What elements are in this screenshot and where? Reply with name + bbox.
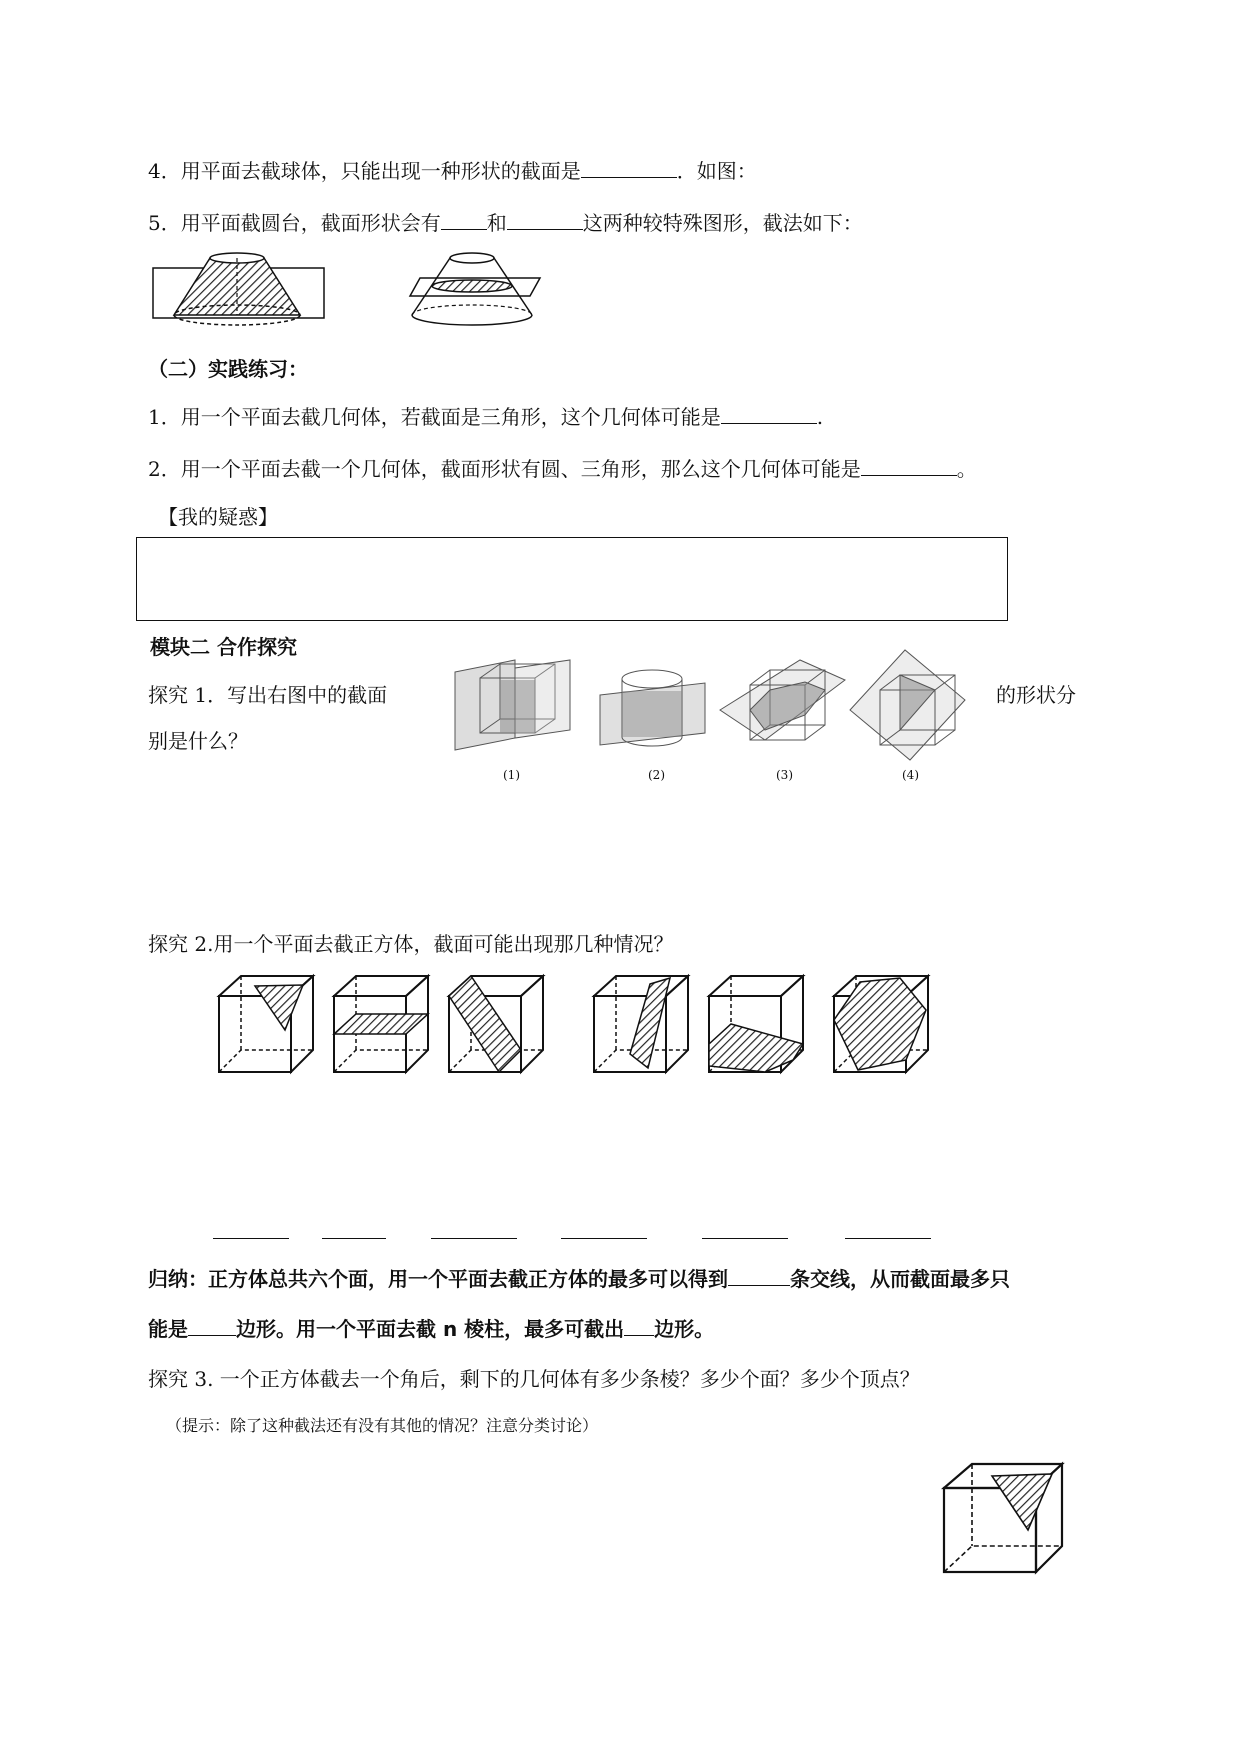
explore-1-text-right: 的形状分 (996, 683, 1076, 707)
figure-caption: (1) (503, 768, 520, 782)
answer-blank[interactable] (581, 157, 677, 178)
cube-square-section (334, 976, 428, 1072)
cube-sections-figure (215, 970, 955, 1080)
cube-answer-line[interactable] (322, 1238, 386, 1239)
cube-pentagon-section (709, 976, 803, 1072)
cube-hexagon-section (834, 976, 928, 1072)
cube-rectangle-section (449, 976, 543, 1072)
answer-blank[interactable] (721, 403, 817, 424)
question-5: 5．用平面截圆台，截面形状会有 和 这两种较特殊图形，截法如下： (148, 211, 863, 235)
module-two-heading: 模块二 合作探究 (150, 635, 297, 659)
summary-line-2: 能是 边形。用一个平面去截 n 棱柱，最多可截出 边形。 (148, 1317, 715, 1341)
answer-blank[interactable] (507, 209, 583, 230)
doubts-label: 【我的疑惑】 (158, 505, 278, 529)
figure-caption: (3) (776, 768, 793, 782)
cube-answer-line[interactable] (213, 1238, 289, 1239)
section-figure-1 (455, 660, 575, 760)
cube-answer-line[interactable] (561, 1238, 647, 1239)
summary-line-1: 归纳：正方体总共六个面，用一个平面去截正方体的最多可以得到 条交线，从而截面最多只 (148, 1267, 1010, 1291)
figure-caption: (4) (902, 768, 919, 782)
explore-1-text: 探究 1．写出右图中的截面 (148, 683, 388, 707)
cube-answer-line[interactable] (845, 1238, 931, 1239)
practice-heading: （二）实践练习： (148, 357, 308, 381)
question-4: 4．用平面去截球体，只能出现一种形状的截面是 ．如图： (148, 159, 757, 183)
answer-blank[interactable] (188, 1315, 236, 1336)
explore-2-text: 探究 2.用一个平面去截正方体，截面可能出现那几种情况？ (148, 932, 674, 956)
practice-question-1: 1．用一个平面去截几何体，若截面是三角形，这个几何体可能是 . (148, 405, 824, 429)
section-figure-4 (850, 650, 970, 760)
cube-corner-cut-figure (940, 1460, 1070, 1580)
section-figure-3 (720, 660, 850, 760)
figure-caption: (2) (648, 768, 665, 782)
doubts-box[interactable] (136, 537, 1008, 621)
explore-3-hint: （提示：除了这种截法还有没有其他的情况？注意分类讨论） (166, 1416, 599, 1435)
explore-1-text-line2: 别是什么？ (148, 729, 248, 753)
cube-answer-line[interactable] (431, 1238, 517, 1239)
answer-blank[interactable] (441, 209, 487, 230)
explore-3-text: 探究 3. 一个正方体截去一个角后，剩下的几何体有多少条棱？多少个面？多少个顶点？ (148, 1367, 920, 1391)
frustum-horizontal-cut-figure (400, 250, 550, 330)
cube-trapezoid-section (594, 976, 688, 1072)
answer-blank[interactable] (728, 1265, 790, 1286)
cube-triangle-section (219, 976, 313, 1072)
answer-blank[interactable] (624, 1315, 654, 1336)
cube-answer-line[interactable] (702, 1238, 788, 1239)
section-figure-2 (600, 665, 710, 755)
frustum-vertical-cut-figure (150, 250, 330, 330)
practice-question-2: 2．用一个平面去截一个几何体，截面形状有圆、三角形，那么这个几何体可能是 。 (148, 457, 977, 481)
answer-blank[interactable] (861, 455, 957, 476)
